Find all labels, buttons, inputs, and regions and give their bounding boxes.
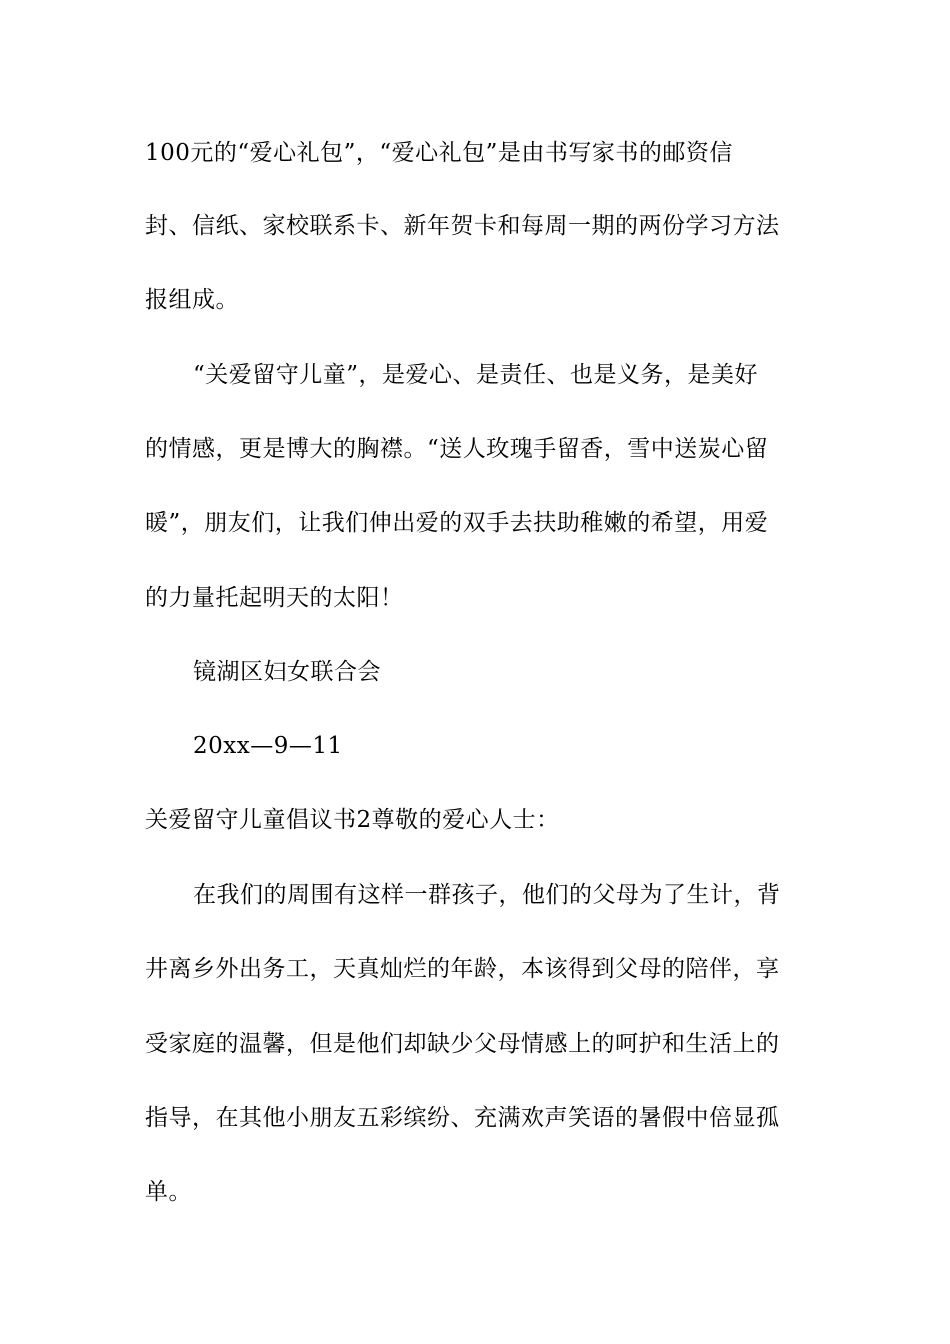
paragraph-line: 报组成。 [145, 287, 239, 313]
paragraph-line: 封、信纸、家校联系卡、新年贺卡和每周一期的两份学习方法 [145, 213, 780, 239]
paragraph-line: “关爱留守儿童”，是爱心、是责任、也是义务，是美好 [193, 362, 759, 388]
paragraph-line: 单。 [145, 1179, 192, 1205]
paragraph-line: 指导，在其他小朋友五彩缤纷、充满欢声笑语的暑假中倍显孤 [145, 1105, 780, 1131]
paragraph-line: 100元的“爱心礼包”，“爱心礼包”是由书写家书的邮资信 [145, 140, 733, 166]
paragraph-line: 的力量托起明天的太阳！ [145, 585, 404, 611]
paragraph-line: 井离乡外出务工，天真灿烂的年龄，本该得到父母的陪伴，享 [145, 956, 780, 982]
paragraph-line: 受家庭的温馨，但是他们却缺少父母情感上的呵护和生活上的 [145, 1031, 780, 1057]
signature-organization: 镜湖区妇女联合会 [193, 659, 381, 685]
document-heading: 关爱留守儿童倡议书2尊敬的爱心人士： [145, 807, 560, 833]
paragraph-line: 的情感，更是博大的胸襟。“送人玫瑰手留香，雪中送炭心留 [145, 436, 769, 462]
signature-date: 20xx—9—11 [193, 733, 343, 759]
paragraph-line: 暖”，朋友们，让我们伸出爱的双手去扶助稚嫩的希望，用爱 [145, 510, 769, 536]
paragraph-line: 在我们的周围有这样一群孩子，他们的父母为了生计，背 [193, 882, 781, 908]
